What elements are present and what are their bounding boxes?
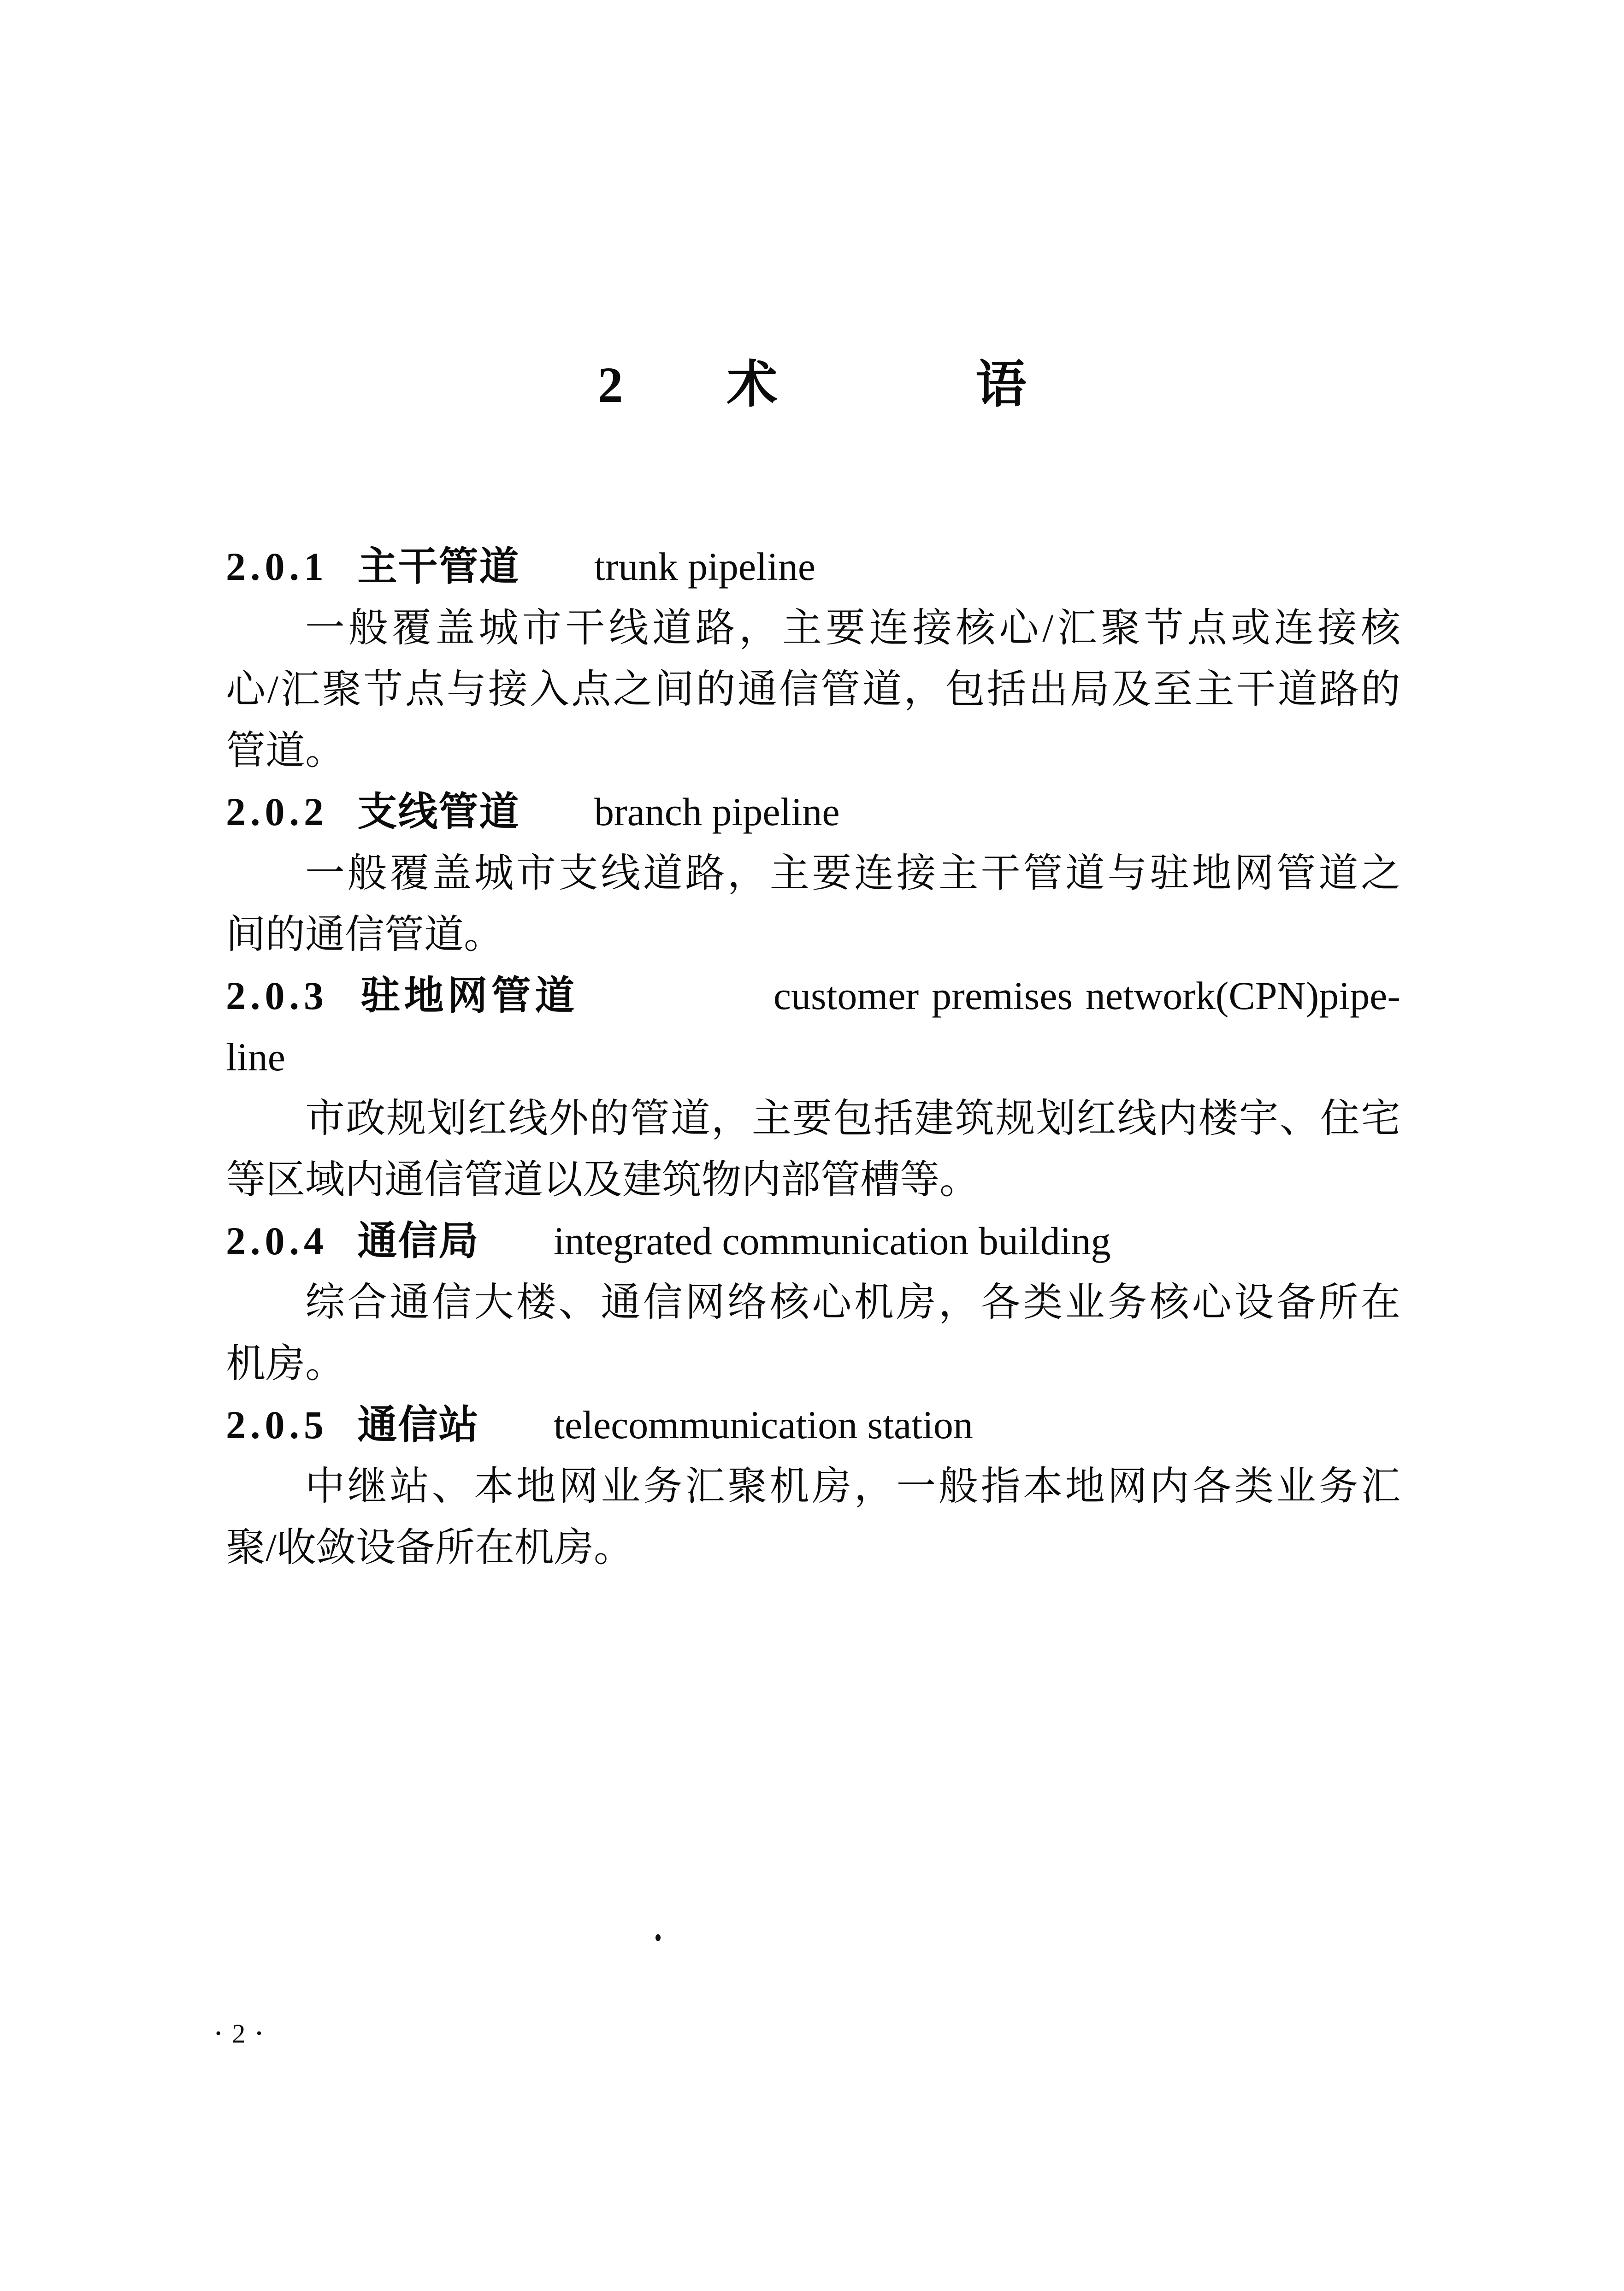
term-chinese: 驻地网管道: [360, 974, 579, 1018]
term-english: trunk pipeline: [594, 544, 816, 589]
term-english: telecommunication station: [554, 1403, 973, 1447]
term-heading-2-0-5: [226, 1394, 1400, 1456]
terms-content: [226, 536, 1400, 1578]
term-english-continuation: line: [226, 1035, 285, 1079]
body-line: 心/汇聚节点与接入点之间的通信管道，包括出局及至主干道路的: [226, 667, 1400, 711]
section-number: 2.0.4: [226, 1219, 328, 1263]
term-english: branch pipeline: [594, 790, 840, 834]
section-number: 2.0.1: [226, 544, 328, 589]
page-number-value: 2: [232, 2019, 246, 2049]
term-heading-2-0-3: [226, 965, 1400, 1027]
body-line: 聚/收敛设备所在机房。: [226, 1525, 633, 1570]
body-line: 管道。: [226, 728, 345, 773]
term-chinese: 主干管道: [357, 544, 520, 589]
chapter-title: [0, 357, 1624, 413]
chapter-number: 2: [597, 357, 623, 413]
body-line: 等区域内通信管道以及建筑物内部管槽等。: [226, 1157, 979, 1202]
term-english: integrated communication building: [554, 1219, 1111, 1263]
section-number: 2.0.3: [226, 974, 328, 1018]
term-english: customer premises network(CPN)pipe-: [773, 974, 1401, 1018]
page-number-left-dot: ·: [213, 2016, 224, 2051]
term-heading-2-0-2: [226, 781, 1400, 843]
body-line: 综合通信大楼、通信网络核心机房，各类业务核心设备所在: [305, 1280, 1400, 1324]
body-line: 机房。: [226, 1341, 345, 1386]
chapter-title-char-1: 术: [726, 357, 778, 413]
ink-speck: [656, 1934, 661, 1941]
term-chinese: 通信局: [357, 1219, 479, 1263]
term-heading-2-0-4: [226, 1210, 1400, 1272]
page-number: [213, 2015, 265, 2052]
term-heading-2-0-1: [226, 536, 1400, 597]
chapter-title-char-2: 语: [975, 357, 1027, 413]
term-chinese: 支线管道: [357, 790, 520, 834]
body-line: 中继站、本地网业务汇聚机房，一般指本地网内各类业务汇: [305, 1464, 1400, 1508]
body-line: 一般覆盖城市支线道路，主要连接主干管道与驻地网管道之: [305, 851, 1400, 895]
body-line: 间的通信管道。: [226, 912, 503, 957]
section-number: 2.0.2: [226, 790, 328, 834]
term-chinese: 通信站: [357, 1403, 479, 1447]
section-number: 2.0.5: [226, 1403, 328, 1447]
page-number-right-dot: ·: [254, 2016, 265, 2051]
body-line: 市政规划红线外的管道，主要包括建筑规划红线内楼宇、住宅: [305, 1096, 1400, 1140]
body-line: 一般覆盖城市干线道路，主要连接核心/汇聚节点或连接核: [305, 606, 1400, 650]
